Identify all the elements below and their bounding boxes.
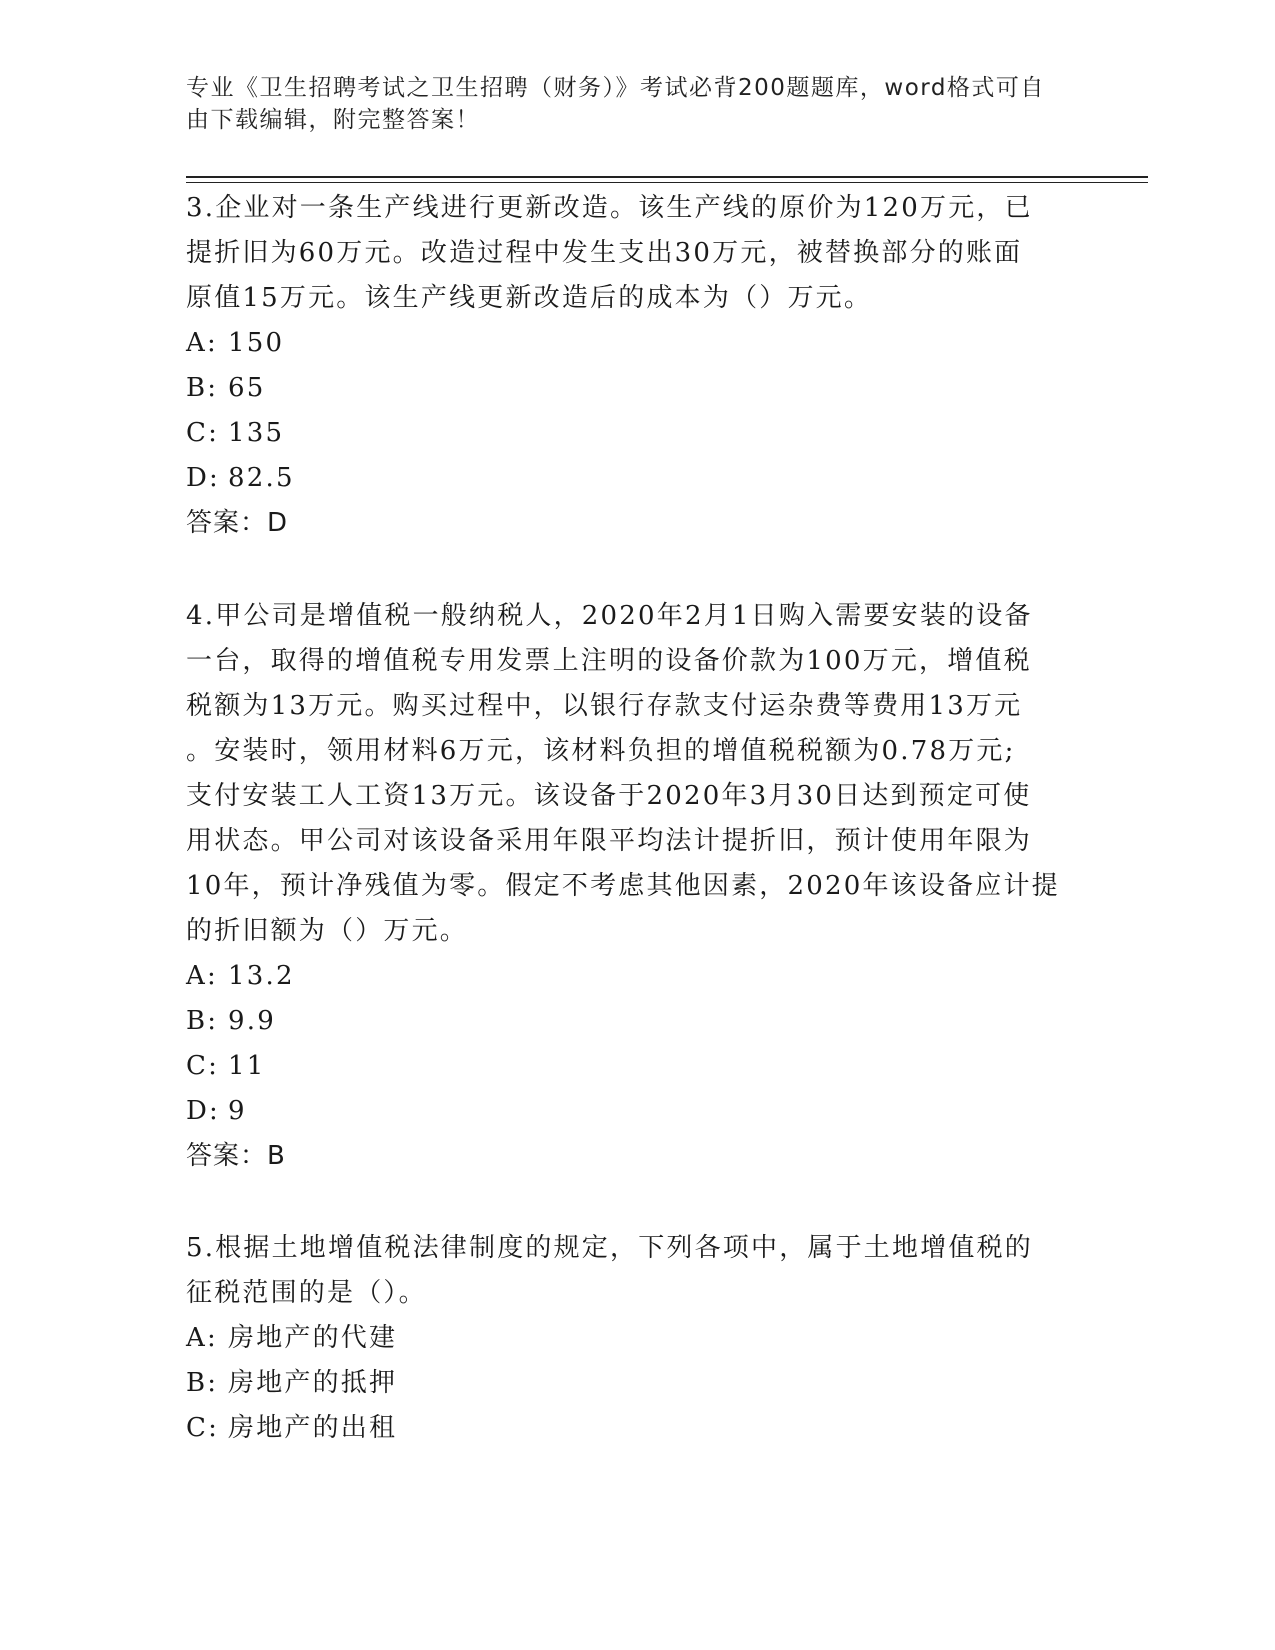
stem-line: 支付安装工人工资13万元。该设备于2020年3月30日达到预定可使 bbox=[186, 781, 1032, 811]
stem-line: 。安装时，领用材料6万元，该材料负担的增值税税额为0.78万元; bbox=[186, 736, 1016, 766]
question-4 bbox=[186, 594, 1066, 1179]
header-divider-thin bbox=[186, 182, 1148, 183]
question-stem bbox=[186, 186, 1066, 321]
option-b: B: 65 bbox=[186, 373, 266, 403]
stem-line: 提折旧为60万元。改造过程中发生支出30万元，被替换部分的账面 bbox=[186, 238, 1023, 268]
option-c: C: 135 bbox=[186, 418, 285, 448]
question-stem bbox=[186, 594, 1066, 954]
header-divider-thick bbox=[186, 176, 1148, 178]
stem-line: 10年，预计净残值为零。假定不考虑其他因素，2020年该设备应计提 bbox=[186, 871, 1060, 901]
question-5 bbox=[186, 1226, 1066, 1451]
option-a: A: 13.2 bbox=[186, 961, 295, 991]
header-title-line-1: 专业《卫生招聘考试之卫生招聘（财务）》考试必背200题题库，word格式可自 bbox=[186, 75, 1045, 101]
option-a: A: 150 bbox=[186, 328, 285, 358]
option-c: C: 房地产的出租 bbox=[186, 1413, 398, 1443]
option-d: D: 9 bbox=[186, 1096, 247, 1126]
document-header bbox=[186, 72, 1066, 136]
stem-line: 3.企业对一条生产线进行更新改造。该生产线的原价为120万元，已 bbox=[186, 193, 1033, 223]
stem-line: 的折旧额为（）万元。 bbox=[186, 916, 469, 946]
option-b: B: 房地产的抵押 bbox=[186, 1368, 398, 1398]
answer-line: 答案：D bbox=[186, 508, 289, 538]
option-c: C: 11 bbox=[186, 1051, 266, 1081]
answer-line: 答案：B bbox=[186, 1141, 286, 1171]
stem-line: 税额为13万元。购买过程中，以银行存款支付运杂费等费用13万元 bbox=[186, 691, 1023, 721]
stem-line: 4.甲公司是增值税一般纳税人，2020年2月1日购入需要安装的设备 bbox=[186, 601, 1033, 631]
option-a: A: 房地产的代建 bbox=[186, 1323, 398, 1353]
option-d: D: 82.5 bbox=[186, 463, 295, 493]
header-title-line-2: 由下载编辑，附完整答案！ bbox=[186, 107, 480, 133]
question-stem bbox=[186, 1226, 1066, 1316]
stem-line: 用状态。甲公司对该设备采用年限平均法计提折旧，预计使用年限为 bbox=[186, 826, 1033, 856]
stem-line: 一台，取得的增值税专用发票上注明的设备价款为100万元，增值税 bbox=[186, 646, 1032, 676]
stem-line: 5.根据土地增值税法律制度的规定，下列各项中，属于土地增值税的 bbox=[186, 1233, 1034, 1263]
question-3 bbox=[186, 186, 1066, 546]
stem-line: 征税范围的是（）。 bbox=[186, 1278, 427, 1308]
stem-line: 原值15万元。该生产线更新改造后的成本为（）万元。 bbox=[186, 283, 873, 313]
option-b: B: 9.9 bbox=[186, 1006, 276, 1036]
